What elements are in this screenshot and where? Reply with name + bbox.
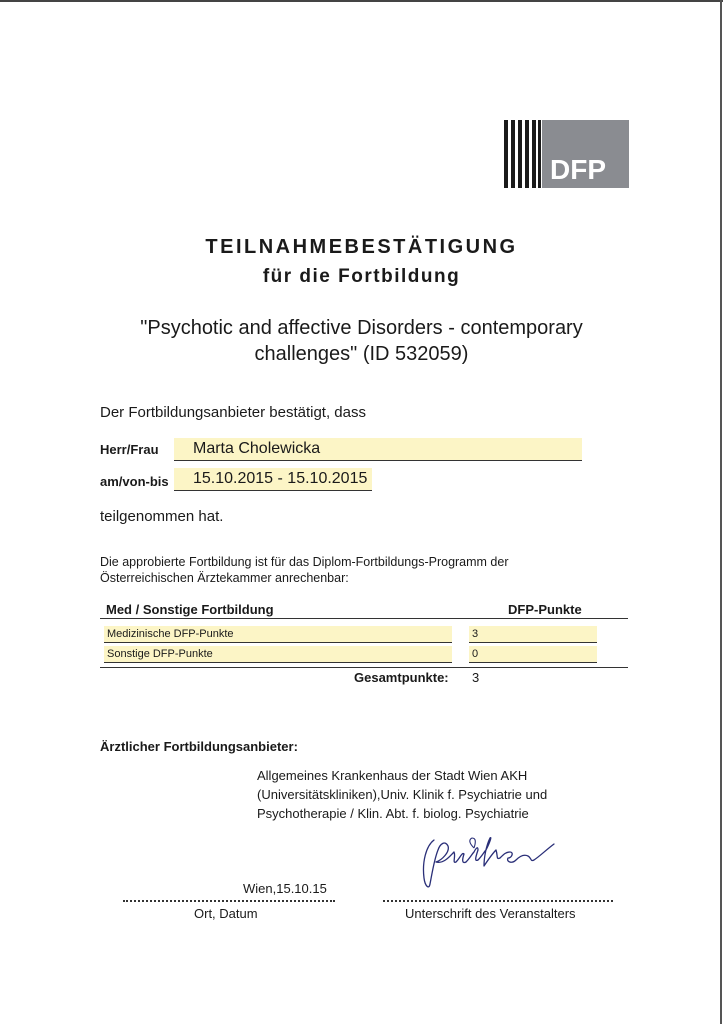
table-bottom-rule — [100, 667, 628, 668]
course-title-line2: challenges" (ID 532059) — [254, 343, 469, 365]
approval-line1: Die approbierte Fortbildung ist für das Diplom-Fortbildungs-Programm der — [100, 555, 509, 569]
provider-heading: Ärztlicher Fortbildungsanbieter: — [100, 739, 298, 754]
logo-bar — [532, 120, 536, 188]
row-underline — [469, 662, 597, 663]
points-row-label: Sonstige DFP-Punkte — [104, 646, 452, 662]
logo-bar — [538, 120, 541, 188]
total-points-value: 3 — [472, 670, 480, 685]
row-underline — [104, 642, 452, 643]
place-date-label: Ort, Datum — [194, 906, 258, 921]
signature-label: Unterschrift des Veranstalters — [405, 906, 576, 921]
document-title: TEILNAHMEBESTÄTIGUNG — [205, 236, 518, 258]
scan-top-edge — [0, 0, 723, 2]
confirmation-text: Der Fortbildungsanbieter bestätigt, dass — [100, 404, 366, 421]
dates-label: am/von-bis — [100, 474, 169, 489]
points-row-value: 0 — [469, 646, 597, 662]
approval-line2: Österreichischen Ärztekammer anrechenbar: — [100, 571, 349, 585]
course-title-line1: "Psychotic and affective Disorders - contemporary — [140, 317, 583, 339]
participated-text: teilgenommen hat. — [100, 508, 224, 525]
logo-bar — [525, 120, 529, 188]
logo-bar — [504, 120, 508, 188]
handwritten-signature — [412, 826, 562, 896]
row-underline — [469, 642, 597, 643]
points-header-right: DFP-Punkte — [508, 602, 582, 617]
table-header-rule — [100, 618, 628, 619]
participant-name-field: Marta Cholewicka — [174, 438, 582, 460]
logo-box — [542, 120, 629, 188]
logo-bar — [511, 120, 515, 188]
dfp-logo — [502, 120, 629, 188]
points-header-left: Med / Sonstige Fortbildung — [106, 602, 274, 617]
points-row-label: Medizinische DFP-Punkte — [104, 626, 452, 642]
points-row-value: 3 — [469, 626, 597, 642]
total-points-label: Gesamtpunkte: — [354, 670, 449, 685]
logo-bars — [502, 120, 542, 188]
signature-dotted-line — [383, 900, 613, 902]
document-subtitle: für die Fortbildung — [262, 266, 461, 287]
place-date-dotted-line — [123, 900, 335, 902]
provider-line3: Psychotherapie / Klin. Abt. f. biolog. Psychiatrie — [257, 806, 529, 821]
dates-underline — [174, 490, 372, 491]
row-underline — [104, 662, 452, 663]
provider-line1: Allgemeines Krankenhaus der Stadt Wien AKH — [257, 768, 528, 783]
participant-label: Herr/Frau — [100, 442, 159, 457]
logo-bar — [518, 120, 522, 188]
place-date-value: Wien,15.10.15 — [243, 881, 327, 896]
logo-text: DFP — [550, 154, 606, 185]
participant-underline — [174, 460, 582, 461]
dates-field: 15.10.2015 - 15.10.2015 — [174, 468, 372, 490]
scan-right-edge — [720, 0, 722, 1024]
provider-line2: (Universitätskliniken),Univ. Klinik f. Psychiatrie und — [257, 787, 548, 802]
approval-text — [100, 554, 580, 586]
